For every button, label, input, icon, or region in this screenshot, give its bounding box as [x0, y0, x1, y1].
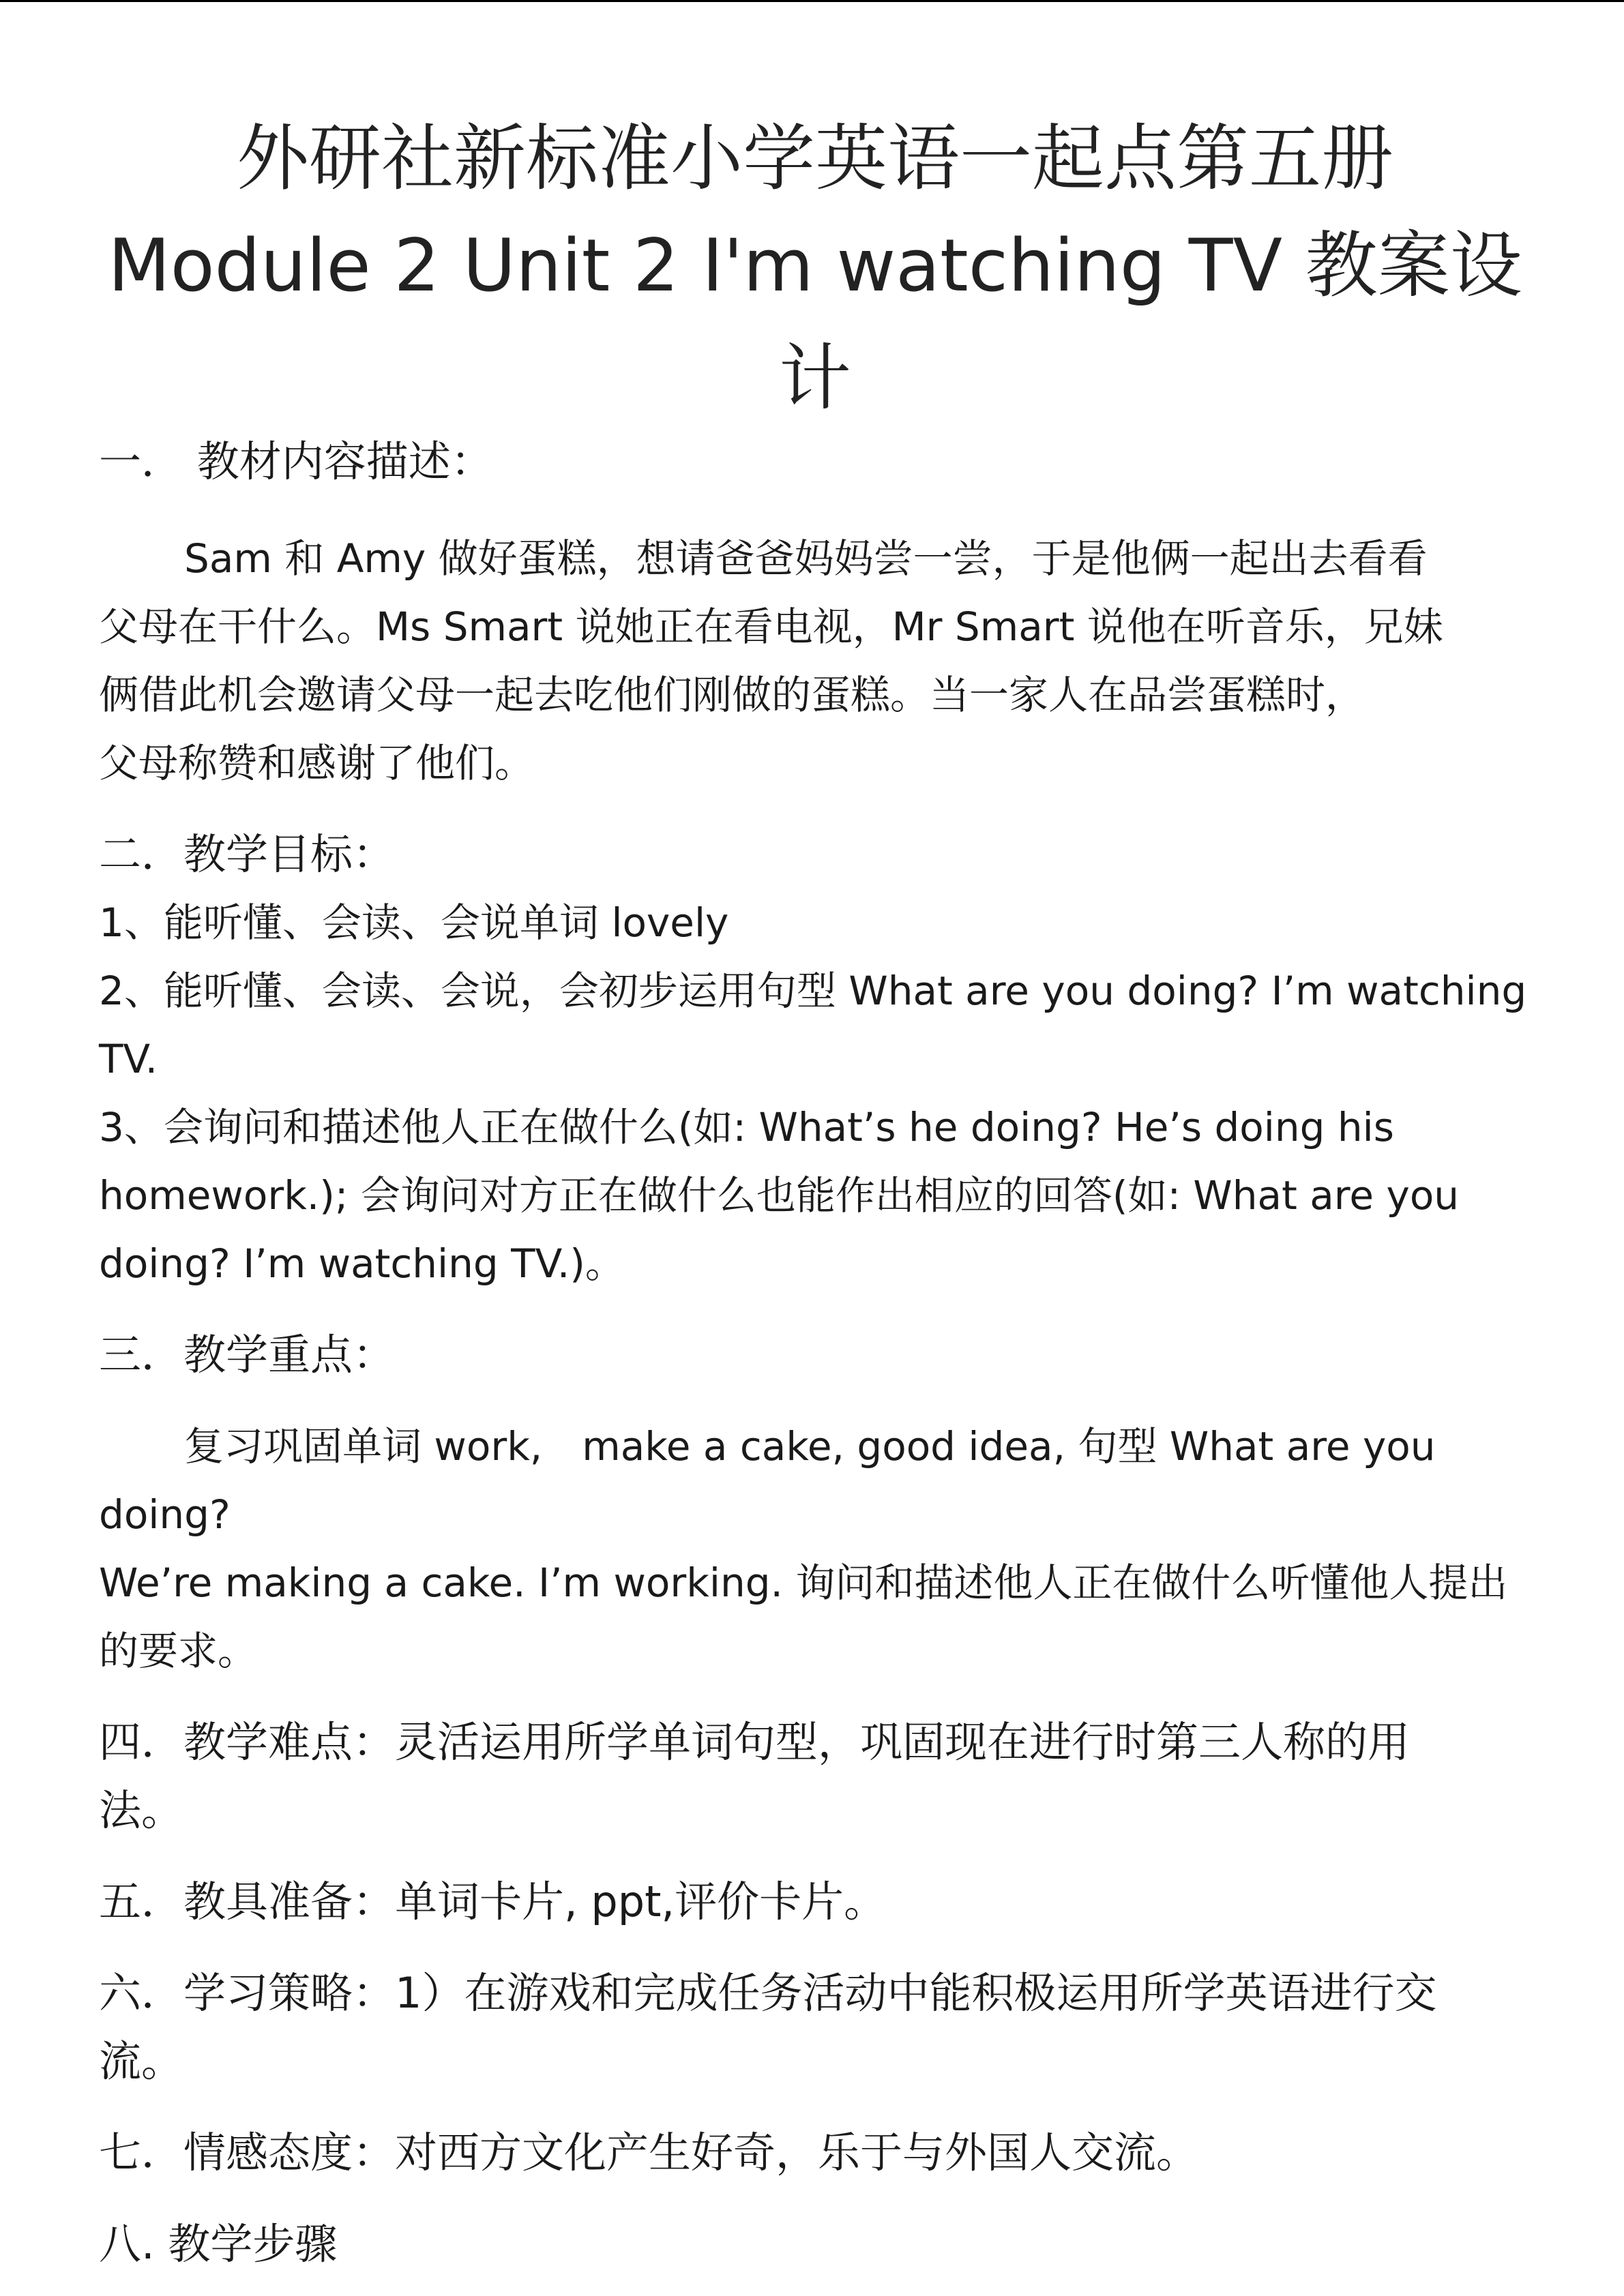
section-key-points — [99, 1321, 1531, 1685]
strategy-line-2: 流。 — [99, 2036, 184, 2086]
section-difficulties — [99, 1708, 1531, 1845]
steps-line: 八. 教学步骤 — [99, 2219, 338, 2269]
section-attitude — [99, 2119, 1531, 2187]
section-heading-content: 一． 教材内容描述： — [99, 436, 493, 486]
attitude-line: 七．情感态度：对西方文化产生好奇，乐于与外国人交流。 — [99, 2128, 1199, 2177]
difficulties-line-2: 法。 — [99, 1785, 184, 1835]
objective-item-3-cont: homework.); 会询问对方正在做什么也能作出相应的回答(如: What are you — [99, 1172, 1460, 1219]
content-line-1: Sam 和 Amy 做好蛋糕，想请爸爸妈妈尝一尝，于是他俩一起出去看看 — [184, 535, 1428, 582]
section-steps — [99, 2210, 1531, 2278]
section-objectives — [99, 820, 1531, 1298]
key-points-line-3: 的要求。 — [99, 1628, 258, 1674]
document-page — [99, 102, 1531, 2278]
objective-item-1: 1、能听懂、会读、会说单词 lovely — [99, 899, 729, 946]
objective-item-3-end: doing? I’m watching TV.)。 — [99, 1240, 625, 1287]
title-line-1: 外研社新标准小学英语一起点第五册 — [237, 117, 1393, 200]
section-heading-key-points: 三．教学重点： — [99, 1330, 396, 1380]
objective-item-2-cont: TV. — [99, 1036, 158, 1082]
content-line-2: 父母在干什么。Ms Smart 说她正在看电视，Mr Smart 说他在听音乐，兄妹 — [99, 603, 1443, 650]
objective-item-3: 3、会询问和描述他人正在做什么(如: What’s he doing? He’s doing his — [99, 1104, 1394, 1150]
top-border-line — [0, 0, 1624, 2]
strategy-line-1: 六．学习策略：1）在游戏和完成任务活动中能积极运用所学英语进行交 — [99, 1968, 1437, 2018]
key-points-line-1: 复习巩固单词 work, make a cake, good idea, 句型 What are you doing? — [99, 1423, 1436, 1538]
section-materials — [99, 1868, 1531, 1936]
difficulties-line-1: 四．教学难点：灵活运用所学单词句型，巩固现在进行时第三人称的用 — [99, 1717, 1411, 1767]
key-points-line-2: We’re making a cake. I’m working. 询问和描述他人正在做什么听懂他人提出 — [99, 1560, 1508, 1606]
content-line-4: 父母称赞和感谢了他们。 — [99, 740, 535, 786]
content-line-3: 俩借此机会邀请父母一起去吃他们刚做的蛋糕。当一家人在品尝蛋糕时， — [99, 672, 1365, 718]
objective-item-2: 2、能听懂、会读、会说，会初步运用句型 What are you doing? I’m watching — [99, 968, 1527, 1014]
section-content — [99, 428, 1531, 797]
title-line-2: Module 2 Unit 2 I'm watching TV 教案设计 — [108, 224, 1522, 420]
materials-line: 五．教具准备：单词卡片, ppt,评价卡片。 — [99, 1877, 887, 1926]
section-strategy — [99, 1959, 1531, 2096]
section-heading-objectives: 二．教学目标： — [99, 829, 396, 879]
